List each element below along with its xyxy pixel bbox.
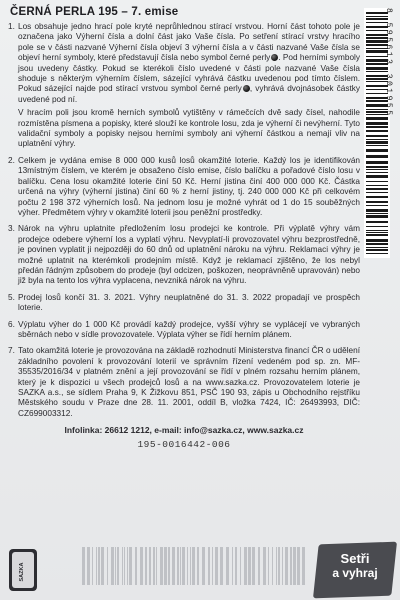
rule-item — [8, 346, 360, 419]
rule-text — [18, 22, 360, 150]
rule-number: 1. — [8, 22, 15, 31]
barcode-digits: 8 595613 301955 — [384, 8, 393, 118]
rule-text — [18, 346, 360, 419]
infoline: Infolinka: 26612 1212, e-mail: info@sazka.cz, www.sazka.cz — [64, 425, 304, 436]
rule-text-segment: Nárok na výhru uplatnite předložením losu prodejci ke kontrole. Při výplatě výhry vám prodejce odebere výherní los a vyplatí výhru. Nevyplatí-li provozovatel výhru bezprostředně, je povinen vyplatit ji nejpozději do 60 dnů od uplatnění nároku na výhru. Reklamaci výhry je možné uplatnit na kterémkoli prodejním místě. Když je reklamací zjištěno, že los nebyl předán řádným způsobem do prodeje (byl odcizen, poškozen, neoprávněně upravován) nebo již byla na tento los výhra vyplacena, nevzniká nárok na výhru. — [18, 224, 360, 286]
rule-number: 3. — [8, 224, 15, 234]
rule-text — [18, 320, 360, 341]
rule-text — [18, 293, 360, 314]
promo-line1: Setři — [340, 551, 370, 566]
rule-text-segment: V hracím poli jsou kromě herních symbolů vytištěny v rámečcích dvě sady čísel, nahodile rozmístěna písmena a popisky, které slouží ke kontrole losu, zda je výherní či nevýherní. Tyto validační symboly a popisky nejsou herními symboly ani výherní částkou a nemají vliv na uplatnění výhry. — [18, 108, 360, 149]
rule-text-segment: Prodej losů končí 31. 3. 2021. Výhry neuplatněné do 31. 3. 2022 propadají ve prospěch loterie. — [18, 292, 360, 313]
rule-paragraph — [18, 346, 360, 419]
rule-paragraph — [18, 224, 360, 286]
rule-text-segment: Výplatu výher do 1 000 Kč provádí každý prodejce, vyšší výhry se vyplácejí ve vybraných sběrnách nebo v sídle provozovatele. Výplata výher se řídí herním plánem. — [18, 319, 360, 339]
rule-number: 7. — [8, 346, 15, 356]
rule-item — [8, 156, 360, 218]
rule-text-segment: . Pod herními symboly jsou uvedeny částky. Pokud se kterékoli číslo uvedené v části pole nazvané Vaše čísla shoduje s některým výherním číslem, sázející vyhrává částku uvedenou pod tímto číslem. Pokud sázející najde pod stírací vrstvou symbol černé perly — [18, 53, 360, 94]
rule-number: 6. — [8, 319, 15, 329]
rule-text — [18, 224, 360, 286]
ticket-number: 195-0016442-006 — [137, 438, 231, 450]
rule-text-segment: Celkem je vydána emise 8 000 000 kusů losů okamžité loterie. Každý los je identifikován 13místným číslem, ve kterém je obsaženo číslo emise, číslo balíčku a pořadové číslo losu v balíčku. Cena losu okamžité loterie činí 50 Kč. Herní jistina činí 400 000 000 Kč. Částka určená na výhry (výherní jistina) činí 60 % z herní jistiny, tj. 240 000 000 Kč při celkovém počtu 2 198 372 výherních losů. Na jednom losu je možné vyhrát od 1 do 15 souběžných výher. Předmětem výhry v okamžité loterii jsou peněžní prostředky. — [18, 155, 360, 217]
rule-number: 5. — [8, 292, 15, 302]
ticket-barcode — [80, 545, 310, 587]
promo-line2: a vyhraj — [332, 566, 378, 580]
sazka-logo — [8, 548, 38, 592]
rule-number: 2. — [8, 155, 15, 165]
rules-text — [8, 22, 360, 450]
rule-text-segment: Tato okamžitá loterie je provozována na základě rozhodnutí Ministerstva financí ČR o udělení základního povolení k provozování loterií ve správním řízení vedeném pod sp. zn. MF-35535/2016/34 v platném znění a její provozování se řídí v plném rozsahu herním plánem, který je k dispozici u všech prodejců losů a na www.sazka.cz. Provozovatelem loterie je SAZKA a.s., se sídlem Praha 9, K Žižkovu 851, PSČ 190 93, zápis u Obchodního rejstříku Městského soudu v Praze dne 28. 11. 2001, oddíl B, vložka 7424, IČ: 26493993, DIČ: CZ699003312. — [18, 346, 360, 418]
promo-badge — [316, 543, 394, 597]
black-pearl-icon — [243, 85, 250, 92]
rule-item — [8, 224, 360, 286]
rule-paragraph — [18, 293, 360, 314]
rule-paragraph — [18, 22, 360, 105]
rule-item — [8, 22, 360, 150]
rule-paragraph — [18, 108, 360, 150]
rule-paragraph — [18, 320, 360, 341]
rule-item — [8, 320, 360, 341]
rule-item — [8, 293, 360, 314]
rule-paragraph — [18, 156, 360, 218]
ticket-title: ČERNÁ PERLA 195 – 7. emise — [10, 6, 179, 18]
rule-text-segment: , vyhrává dvojnásobek částky uvedené pod ní. — [18, 84, 360, 104]
rule-text-segment: Los obsahuje jedno hrací pole kryté neprůhlednou stírací vrstvou. Horní část tohoto pole je označena jako Výherní čísla a dolní část jako Vaše čísla. Po setření stírací vrstvy hracího pole se v části nazvané Výherní čísla objeví 3 výherní čísla a v části nazvané Vaše čísla se objeví herní symboly, které představují čísla nebo symbol černé perly — [18, 22, 360, 63]
svg-text:SAZKA: SAZKA — [19, 562, 25, 582]
rule-text — [18, 156, 360, 218]
